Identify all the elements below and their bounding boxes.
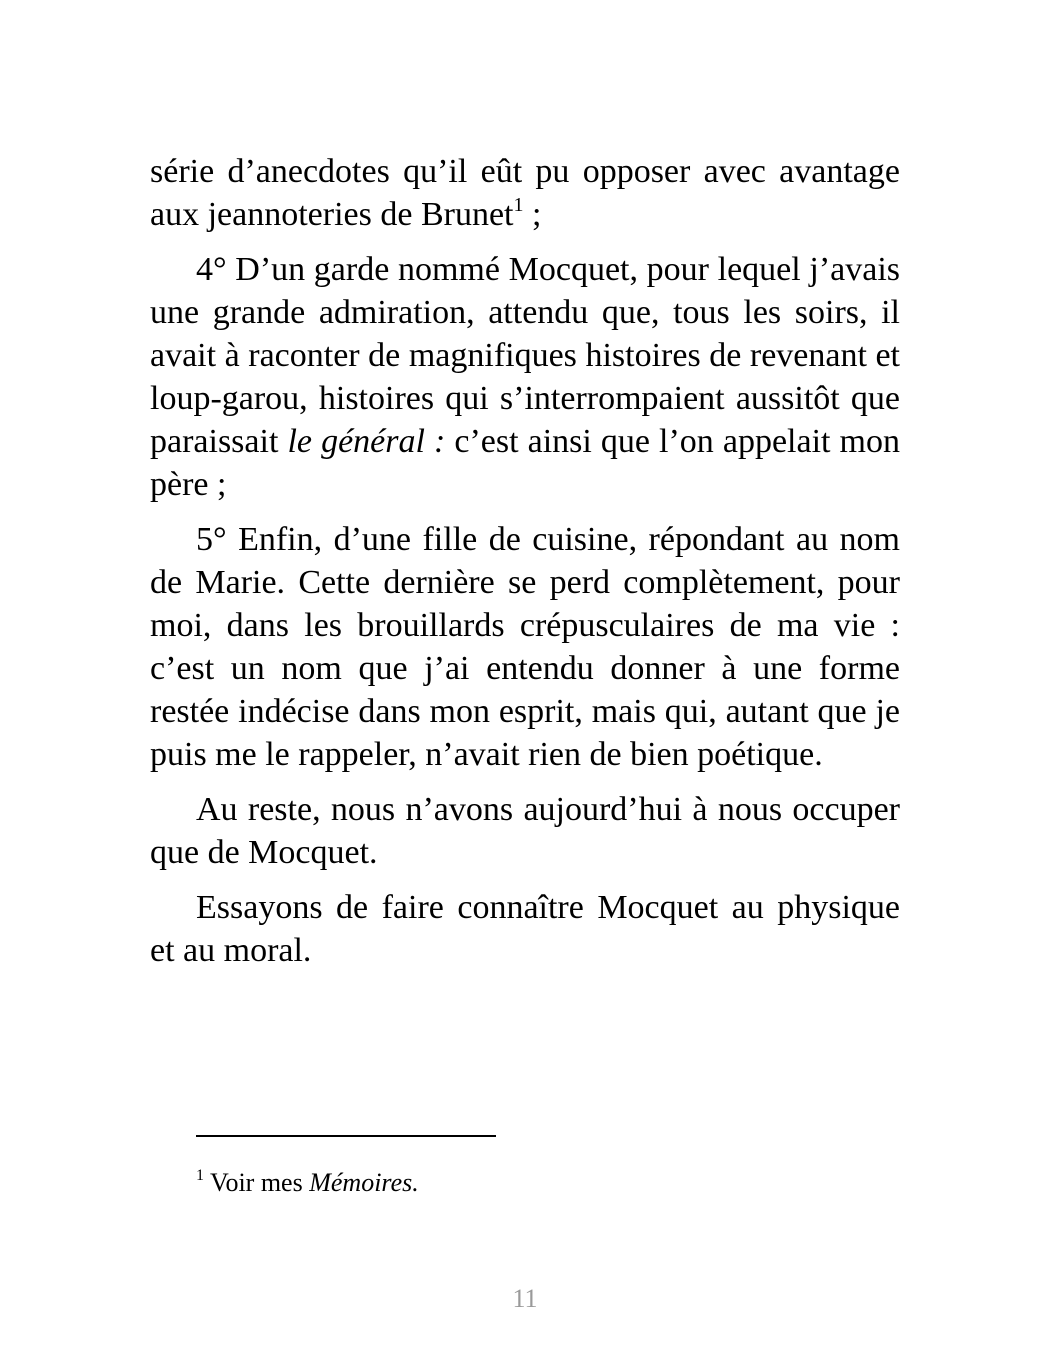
- paragraph-5: Essayons de faire connaître Mocquet au physique et au moral.: [150, 889, 900, 969]
- footnote: [196, 1166, 419, 1200]
- paragraph-4: Au reste, nous n’avons aujourd’hui à nous occuper que de Mocquet.: [150, 791, 900, 871]
- footnote-italic: Mémoires.: [309, 1168, 419, 1197]
- paragraph-2-text-start: 4° D’un garde nommé Mocquet, pour lequel j’avais une grande admiration, attendu que, tous les soirs, il avait à raconter de magnifiques histoires de revenant et loup-garou, histoires qui s’interrompaient aussitôt que paraissait: [150, 251, 900, 460]
- footnote-separator: [196, 1135, 496, 1137]
- footnote-reference[interactable]: 1: [513, 194, 524, 216]
- paragraph-2-italic: le général :: [287, 423, 446, 460]
- page-body: [150, 150, 900, 984]
- paragraph-1-text: série d’anecdotes qu’il eût pu opposer avec avantage aux jeannoteries de Brunet: [150, 153, 900, 233]
- page-number: 11: [512, 1284, 538, 1313]
- footnote-number: 1: [196, 1166, 204, 1184]
- paragraph-3: 5° Enfin, d’une fille de cuisine, répondant au nom de Marie. Cette dernière se perd complètement, pour moi, dans les brouillards crépusculaires de ma vie : c’est un nom que j’ai entendu donner à une forme restée indécise dans mon esprit, mais qui, autant que je puis me le rappeler, n’avait rien de bien poétique.: [150, 521, 900, 773]
- paragraph-2: [150, 248, 900, 506]
- footnote-text: Voir mes: [204, 1168, 310, 1197]
- paragraph-1-end: ;: [523, 196, 542, 233]
- paragraph-2-text-end: c’est ainsi que l’on appelait mon père ;: [150, 423, 900, 503]
- paragraph-1: [150, 150, 900, 236]
